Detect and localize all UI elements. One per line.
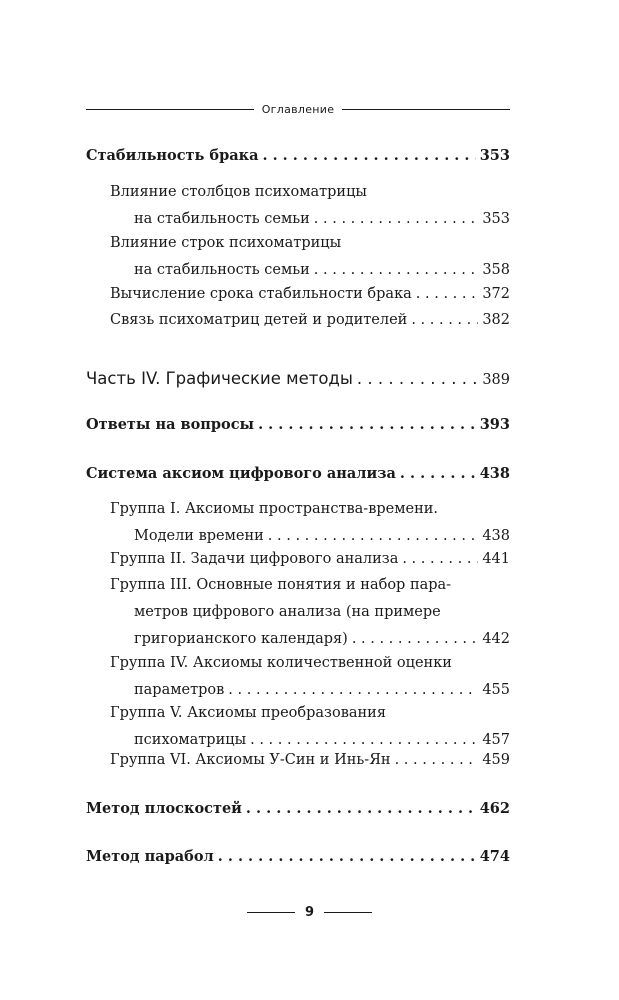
toc-entry-title-cont: на стабильность семьи bbox=[134, 211, 310, 227]
toc-entry-page: 389 bbox=[482, 372, 510, 388]
toc-entry[interactable] bbox=[110, 747, 510, 774]
toc-entry-title: Группа VI. Аксиомы У-Син и Инь-Ян bbox=[110, 752, 391, 768]
header-rule-right bbox=[342, 109, 510, 110]
header-rule-left bbox=[86, 109, 254, 110]
toc-entry-title: Вычисление срока стабильности брака bbox=[110, 286, 412, 302]
toc-entry-title: Система аксиом цифрового анализа bbox=[86, 465, 396, 482]
toc-entry-title-cont: параметров bbox=[134, 682, 225, 698]
toc-entry[interactable] bbox=[110, 179, 510, 233]
toc-entry-page: 441 bbox=[482, 551, 510, 567]
toc-entry-title: Группа II. Задачи цифрового анализа bbox=[110, 551, 399, 567]
toc-entry-page: 353 bbox=[482, 211, 510, 227]
toc-entry-page: 457 bbox=[482, 732, 510, 748]
toc-entry-title: Метод парабол bbox=[86, 848, 214, 865]
footer-rule-left bbox=[247, 912, 295, 913]
toc-entry-title: Связь психоматриц детей и родителей bbox=[110, 312, 408, 328]
toc-entry[interactable] bbox=[86, 411, 510, 438]
toc-entry-page: 382 bbox=[482, 312, 510, 328]
page-footer bbox=[0, 902, 619, 922]
leader-dots bbox=[352, 626, 479, 653]
toc-entry-title-cont: метров цифрового анализа (на примере bbox=[134, 604, 441, 620]
toc-entry-title-cont: григорианского календаря) bbox=[134, 631, 348, 647]
toc-entry[interactable] bbox=[110, 700, 510, 754]
toc-entry[interactable] bbox=[110, 307, 510, 334]
toc-entry-title: Часть IV. Графические методы bbox=[86, 369, 353, 388]
leader-dots bbox=[314, 206, 479, 233]
toc-entry-page: 438 bbox=[479, 465, 510, 482]
toc-entry-title-cont: на стабильность семьи bbox=[134, 262, 310, 278]
toc-entry[interactable] bbox=[110, 546, 510, 573]
toc-entry[interactable] bbox=[86, 795, 510, 822]
toc-entry-part[interactable] bbox=[86, 365, 510, 394]
running-header bbox=[86, 100, 510, 118]
toc-entry-page: 455 bbox=[482, 682, 510, 698]
header-title: Оглавление bbox=[261, 102, 335, 116]
toc-entry-title-cont: психоматрицы bbox=[134, 732, 247, 748]
leader-dots bbox=[262, 142, 475, 169]
toc-entry-title: Метод плоскостей bbox=[86, 800, 242, 817]
toc-entry-title: Ответы на вопросы bbox=[86, 416, 255, 433]
toc-entry-page: 442 bbox=[482, 631, 510, 647]
footer-rule-right bbox=[324, 912, 372, 913]
leader-dots bbox=[411, 307, 478, 334]
toc-entry-title: Группа IV. Аксиомы количественной оценки bbox=[110, 655, 452, 671]
toc-entry-page: 393 bbox=[479, 416, 510, 433]
toc-entry-page: 372 bbox=[482, 286, 510, 302]
toc-entry-page: 438 bbox=[482, 528, 510, 544]
toc-entry[interactable] bbox=[86, 142, 510, 169]
toc-entry-title: Группа III. Основные понятия и набор пара- bbox=[110, 577, 452, 593]
leader-dots bbox=[314, 257, 479, 284]
leader-dots bbox=[402, 546, 478, 573]
toc-entry-title: Стабильность брака bbox=[86, 147, 259, 164]
toc-entry[interactable] bbox=[110, 281, 510, 308]
leader-dots bbox=[395, 747, 479, 774]
toc-entry[interactable] bbox=[86, 843, 510, 870]
toc-entry[interactable] bbox=[110, 572, 510, 653]
toc-entry-page: 459 bbox=[482, 752, 510, 768]
leader-dots bbox=[218, 843, 476, 870]
leader-dots bbox=[357, 365, 478, 392]
toc-entry-title-cont: Модели времени bbox=[134, 528, 264, 544]
toc-entry-page: 462 bbox=[479, 800, 510, 817]
toc-entry-page: 358 bbox=[482, 262, 510, 278]
leader-dots bbox=[400, 460, 476, 487]
toc-entry[interactable] bbox=[110, 496, 510, 550]
toc-entry-title: Влияние столбцов психоматрицы bbox=[110, 184, 367, 200]
toc-entry-page: 353 bbox=[479, 147, 510, 164]
toc-entry-title: Группа I. Аксиомы пространства-времени. bbox=[110, 501, 439, 517]
toc-entry-title: Группа V. Аксиомы преобразования bbox=[110, 705, 386, 721]
leader-dots bbox=[416, 281, 479, 308]
toc-entry[interactable] bbox=[110, 230, 510, 284]
leader-dots bbox=[246, 795, 476, 822]
toc-entry-title: Влияние строк психоматрицы bbox=[110, 235, 342, 251]
page-number: 9 bbox=[304, 904, 315, 920]
toc-entry-page: 474 bbox=[479, 848, 510, 865]
toc-entry[interactable] bbox=[86, 460, 510, 487]
leader-dots bbox=[258, 411, 476, 438]
toc-entry[interactable] bbox=[110, 650, 510, 704]
